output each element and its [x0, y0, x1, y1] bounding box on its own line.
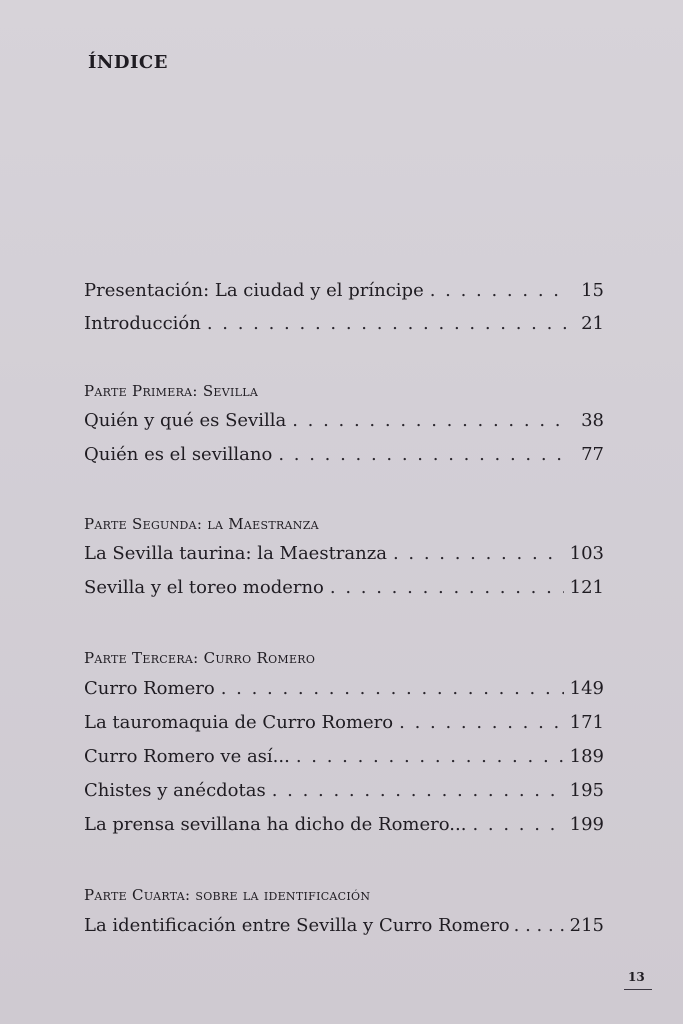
toc-entry: [84, 410, 604, 436]
toc-entry: [84, 543, 604, 569]
toc-entry-title: Sevilla y el toreo moderno: [84, 577, 324, 598]
dot-leader: [330, 577, 564, 598]
page-number: 13: [628, 970, 645, 984]
toc-entry: [84, 577, 604, 603]
toc-entry-page: 77: [581, 444, 604, 465]
dot-leader: [278, 444, 566, 465]
section-heading: Parte Primera: Sevilla: [84, 382, 259, 400]
toc-entry-page: 121: [569, 577, 604, 598]
dot-leader: [272, 780, 564, 801]
toc-entry-page: 189: [569, 746, 604, 767]
toc-entry: [84, 915, 604, 941]
toc-entry-title: Quién es el sevillano: [84, 444, 273, 465]
toc-entry-title: La tauromaquia de Curro Romero: [84, 712, 394, 733]
toc-entry-page: 215: [569, 915, 604, 936]
page-title: ÍNDICE: [88, 52, 168, 73]
toc-entry-title: Curro Romero ve así...: [84, 746, 290, 767]
toc-entry-page: 15: [581, 280, 604, 301]
toc-entry: [84, 780, 604, 806]
dot-leader: [430, 280, 566, 301]
page-number-rule: [624, 989, 652, 990]
toc-entry-page: 38: [581, 410, 604, 431]
dot-leader: [296, 746, 564, 767]
toc-entry: [84, 280, 604, 306]
toc-entry: [84, 444, 604, 470]
dot-leader: [393, 543, 564, 564]
toc-entry-page: 21: [581, 313, 604, 334]
dot-leader: [514, 915, 566, 936]
section-heading: Parte Tercera: Curro Romero: [84, 649, 316, 667]
toc-entry: [84, 678, 604, 704]
toc-entry-title: Quién y qué es Sevilla: [84, 410, 287, 431]
toc-entry-page: 171: [569, 712, 604, 733]
toc-entry: [84, 814, 604, 840]
toc-entry: [84, 712, 604, 738]
toc-entry-title: La Sevilla taurina: la Maestranza: [84, 543, 387, 564]
toc-entry-page: 103: [569, 543, 604, 564]
dot-leader: [472, 814, 563, 835]
section-heading: Parte Cuarta: sobre la identificación: [84, 886, 371, 904]
toc-entry-title: Introducción: [84, 313, 201, 334]
dot-leader: [292, 410, 566, 431]
toc-entry: [84, 746, 604, 772]
toc-entry-page: 195: [569, 780, 604, 801]
toc-entry-title: Chistes y anécdotas: [84, 780, 266, 801]
section-heading: Parte Segunda: la Maestranza: [84, 515, 319, 533]
toc-entry-title: La prensa sevillana ha dicho de Romero...: [84, 814, 467, 835]
dot-leader: [399, 712, 564, 733]
toc-entry: [84, 313, 604, 339]
toc-entry-page: 149: [569, 678, 604, 699]
dot-leader: [221, 678, 564, 699]
toc-entry-title: Curro Romero: [84, 678, 215, 699]
toc-entry-title: La identificación entre Sevilla y Curro Romero: [84, 915, 510, 936]
toc-entry-title: Presentación: La ciudad y el príncipe: [84, 280, 424, 301]
dot-leader: [207, 313, 566, 334]
toc-entry-page: 199: [569, 814, 604, 835]
